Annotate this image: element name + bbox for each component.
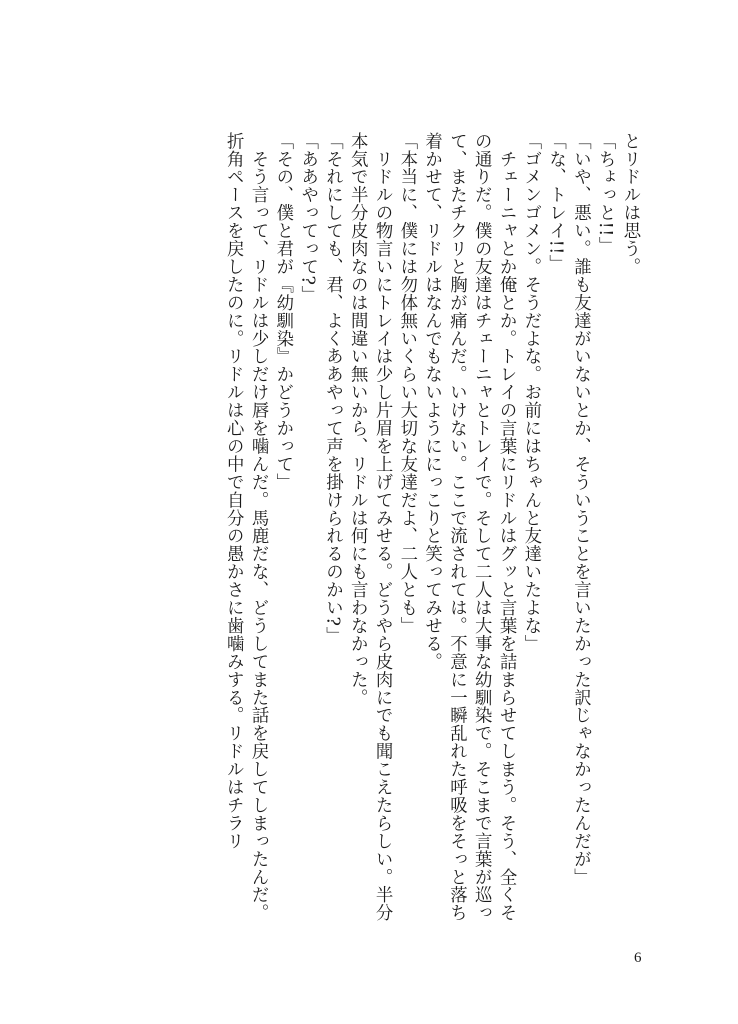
text-line: 「ゴメンゴメン。そうだよな。お前にはちゃんと友達いたよな」 [520, 132, 541, 653]
text-paragraph: そう言って、リドルは少しだけ唇を噛んだ。馬鹿だな、どうしてまた話を戻してしまったんだ。折角ペースを戻したのに。リドルは心の中で自分の愚かさに歯噛みする。リドルはチラリ [223, 132, 269, 922]
text-line: 「その、僕と君が『幼馴染』かどうかって」 [272, 132, 293, 491]
text-line: 「それにしても、君、よくああやって声を掛けられるのかい?」 [322, 132, 343, 645]
text-line: とリドルは思う。 [620, 132, 640, 276]
text-line: 「本当に、僕には勿体無いくらい大切な友達だよ、二人とも」 [396, 132, 417, 635]
text-line: 「ちょっと!!」 [595, 132, 616, 255]
text-line: 「ああやってって?」 [297, 132, 318, 304]
text-paragraph: リドルの物言いにトレイは少し片眉を上げてみせる。どうやら皮肉にでも聞こえたらしい。半分本気で半分皮肉なのは間違い無いから、リドルは何にも言わなかった。 [347, 132, 393, 922]
page-number: 6 [634, 950, 642, 966]
text-line: 「な、トレイ!!」 [545, 132, 566, 273]
vertical-text-block [82, 132, 642, 932]
text-paragraph: チェーニャとか俺とか。トレイの言葉にリドルはグッと言葉を詰まらせてしまう。そう、全くその通りだ。僕の友達はチェーニャとトレイで。そして二人は大事な幼馴染で。そこまで言葉が巡って、またチクリと胸が痛んだ。いけない。ここで流されては。不意に一瞬乱れた呼吸をそっと落ち着かせて、リドルはなんでもないようににっこりと笑ってみせる。 [421, 132, 517, 922]
text-line: 「いや、悪い。誰も友達がいないとか、そういうことを言いたかった訳じゃなかったんだが」 [570, 132, 591, 886]
